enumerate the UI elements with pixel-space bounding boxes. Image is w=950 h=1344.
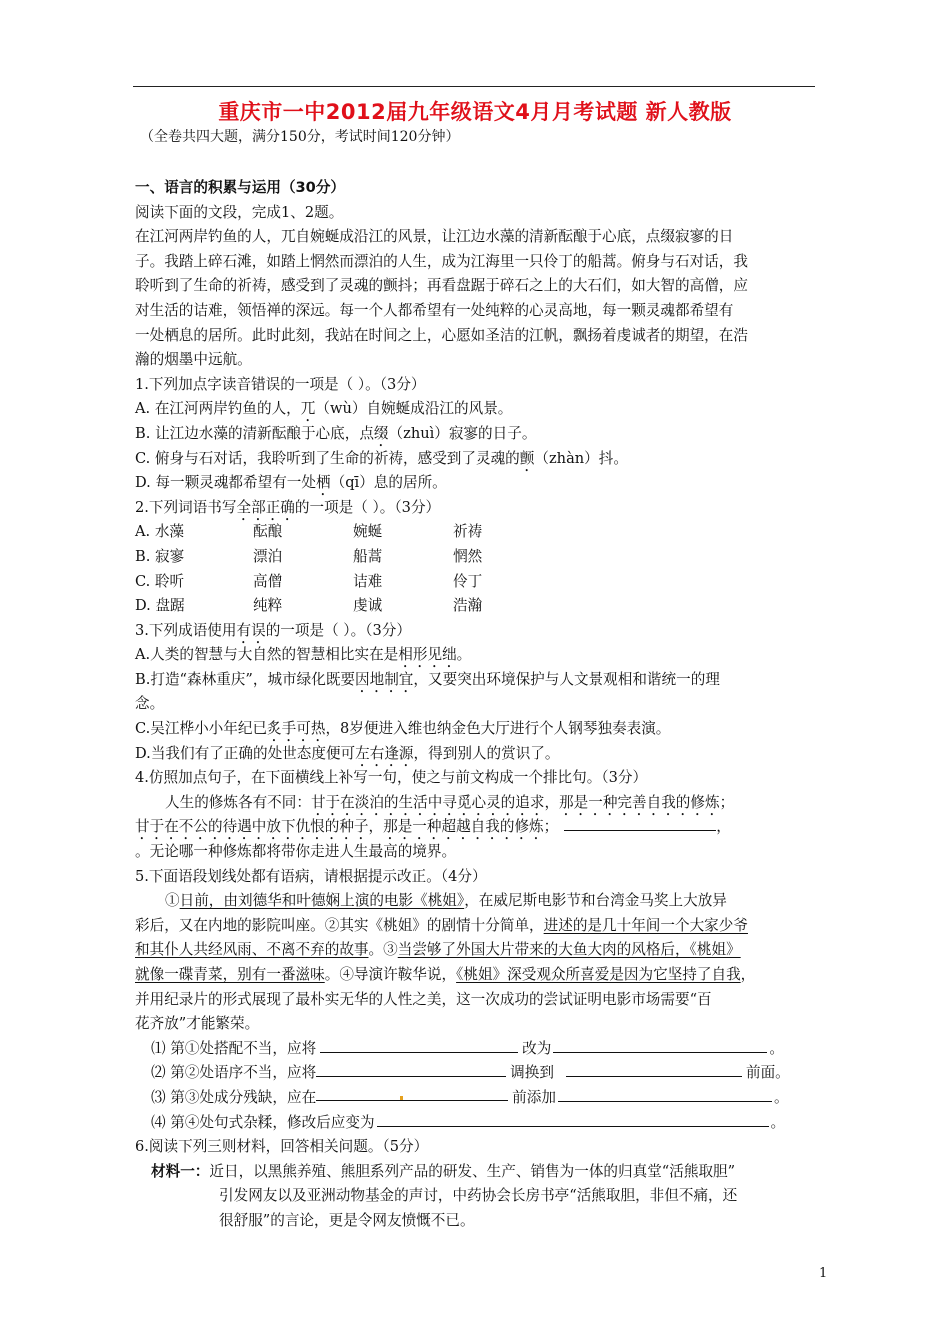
exam-info: （全卷共四大题，满分150分，考试时间120分钟） bbox=[140, 129, 460, 145]
question-5-para-line: 花齐放”才能繁荣。 bbox=[135, 1015, 260, 1033]
question-1-option-d: D. 每一颗灵魂都希望有一处栖（qī）息的居所。 bbox=[135, 474, 447, 492]
passage-line: 瀚的烟墨中远航。 bbox=[135, 351, 252, 369]
question-1-option-a: A. 在江河两岸钓鱼的人，兀（wù）自婉蜒成沿江的风景。 bbox=[135, 400, 513, 418]
question-4-line-3: 。无论哪一种修炼都将带你走进人生最高的境界。 bbox=[135, 843, 457, 861]
question-5-para-line: 就像一碟青菜，别有一番滋味。④导演许鞍华说，《桃姐》深受观众所喜爱是因为它坚持了自我， bbox=[135, 966, 756, 983]
question-2-option-b: B. 寂寥 漂泊 船蒿 惘然 bbox=[135, 547, 483, 565]
stray-mark bbox=[400, 1096, 403, 1100]
question-1-option-c: C. 俯身与石对话，我聆听到了生命的祈祷，感受到了灵魂的颤（zhàn）抖。 bbox=[135, 449, 628, 467]
question-1-stem: 1.下列加点字读音错误的一项是（ ）。（3分） bbox=[135, 375, 426, 393]
question-5-answer-1: ⑴ 第①处搭配不当，应将 改为 。 bbox=[151, 1039, 784, 1057]
page-number: 1 bbox=[819, 1266, 828, 1281]
section-heading: 一、语言的积累与运用（30分） bbox=[135, 179, 346, 196]
question-3-option-b-cont: 念。 bbox=[135, 695, 165, 713]
answer-blank[interactable] bbox=[377, 1112, 769, 1127]
question-5-answer-4: ⑷ 第④处句式杂糅，修改后应变为 。 bbox=[151, 1113, 786, 1131]
answer-blank[interactable] bbox=[316, 1062, 506, 1077]
question-4-stem: 4.仿照加点句子，在下面横线上补写一句，使之与前文构成一个排比句。（3分） bbox=[135, 769, 648, 787]
material-1-line: 引发网友以及亚洲动物基金的声讨，中药协会长房书亭“活熊取胆，非但不痛，还 bbox=[219, 1187, 738, 1205]
question-4-line-2: 甘于在不公的待遇中放下仇恨的种子，那是一种超越自我的修炼； ， bbox=[135, 818, 731, 836]
material-1-line: 很舒服”的言论，更是令网友愤慨不已。 bbox=[219, 1211, 475, 1229]
question-5-answer-3: ⑶ 第③处成分残缺，应在 前添加 。 bbox=[135, 1086, 817, 1111]
question-5-stem: 5.下面语段划线处都有语病，请根据提示改正。（4分） bbox=[135, 867, 487, 885]
reading-instruction: 阅读下面的文段，完成1、2题。 bbox=[135, 203, 344, 221]
question-5-para-line: ①日前，由刘德华和叶德娴上演的电影《桃姐》，在威尼斯电影节和台湾金马奖上大放异 bbox=[165, 892, 727, 910]
material-1-line: 材料一：近日，以黑熊养殖、熊胆系列产品的研发、生产、销售为一体的归真堂“活熊取胆” bbox=[151, 1162, 736, 1180]
passage-line: 一处栖息的居所。此时此刻，我站在时间之上，心愿如圣洁的江帆，飘扬着虔诚者的期望，在浩 bbox=[135, 326, 748, 344]
question-2-option-a: A. 水藻 酝酿 婉蜒 祈祷 bbox=[135, 523, 483, 541]
question-3-option-d: D.当我们有了正确的处世态度便可左右逢源，得到别人的赏识了。 bbox=[135, 744, 560, 762]
question-3-option-b: B.打造“森林重庆”，城市绿化既要因地制宜，又要突出环境保护与人文景观相和谐统一的理 bbox=[135, 670, 720, 688]
question-5-para-line: 并用纪录片的形式展现了最朴实无华的人性之美，这一次成功的尝试证明电影市场需要“百 bbox=[135, 990, 712, 1008]
answer-blank[interactable] bbox=[564, 816, 716, 831]
passage-line: 在江河两岸钓鱼的人，兀自婉蜒成沿江的风景，让江边水藻的清新酝酿于心底，点缀寂寥的日 bbox=[135, 228, 734, 246]
question-5-para-line: 和其仆人共经风雨、不离不弃的故事。③当尝够了外国大片带来的大鱼大肉的风格后，《桃姐》 bbox=[135, 941, 741, 959]
question-3-stem: 3.下列成语使用有误的一项是（ ）。（3分） bbox=[135, 621, 411, 639]
passage-line: 子。我踏上碎石滩，如踏上惘然而漂泊的人生，成为江海里一只伶丁的船蒿。俯身与石对话，我 bbox=[135, 252, 748, 270]
header-rule bbox=[133, 86, 815, 87]
question-2-stem: 2.下列词语书写全部正确的一项是（ ）。（3分） bbox=[135, 498, 441, 516]
answer-blank[interactable] bbox=[566, 1062, 742, 1077]
document-body bbox=[135, 176, 817, 1234]
question-5-para-line: 彩后，又在内地的影院叫座。②其实《桃姐》的剧情十分简单，进述的是几十年间一个大家少爷 bbox=[135, 916, 748, 934]
question-4-line-1: 人生的修炼各有不同：甘于在淡泊的生活中寻觅心灵的追求，那是一种完善自我的修炼； bbox=[165, 793, 735, 811]
page-title: 重庆市一中2012届九年级语文4月月考试题 新人教版 bbox=[218, 100, 732, 124]
question-2-option-c: C. 聆听 高僧 诘难 伶丁 bbox=[135, 572, 483, 590]
answer-blank[interactable] bbox=[558, 1087, 772, 1102]
passage-line: 聆听到了生命的祈祷，感受到了灵魂的颤抖；再看盘踞于碎石之上的大石们，如大智的高僧，应 bbox=[135, 277, 748, 295]
question-3-option-c: C.吴江桦小小年纪已炙手可热，8岁便进入维也纳金色大厅进行个人钢琴独奏表演。 bbox=[135, 720, 671, 738]
answer-blank[interactable] bbox=[320, 1038, 518, 1053]
answer-blank[interactable] bbox=[316, 1086, 508, 1101]
question-3-option-a: A.人类的智慧与大自然的智慧相比实在是相形见绌。 bbox=[135, 646, 472, 664]
question-6-stem: 6.阅读下列三则材料，回答相关问题。（5分） bbox=[135, 1138, 429, 1156]
question-1-option-b: B. 让江边水藻的清新酝酿于心底，点缀（zhuì）寂寥的日子。 bbox=[135, 424, 537, 442]
question-2-option-d: D. 盘踞 纯粹 虔诚 浩瀚 bbox=[135, 597, 483, 615]
answer-blank[interactable] bbox=[553, 1038, 767, 1053]
question-5-answer-2: ⑵ 第②处语序不当，应将 调换到 前面。 bbox=[151, 1064, 790, 1082]
passage-line: 对生活的诘难，领悟禅的深远。每一个人都希望有一处纯粹的心灵高地，每一颗灵魂都希望有 bbox=[135, 301, 734, 319]
